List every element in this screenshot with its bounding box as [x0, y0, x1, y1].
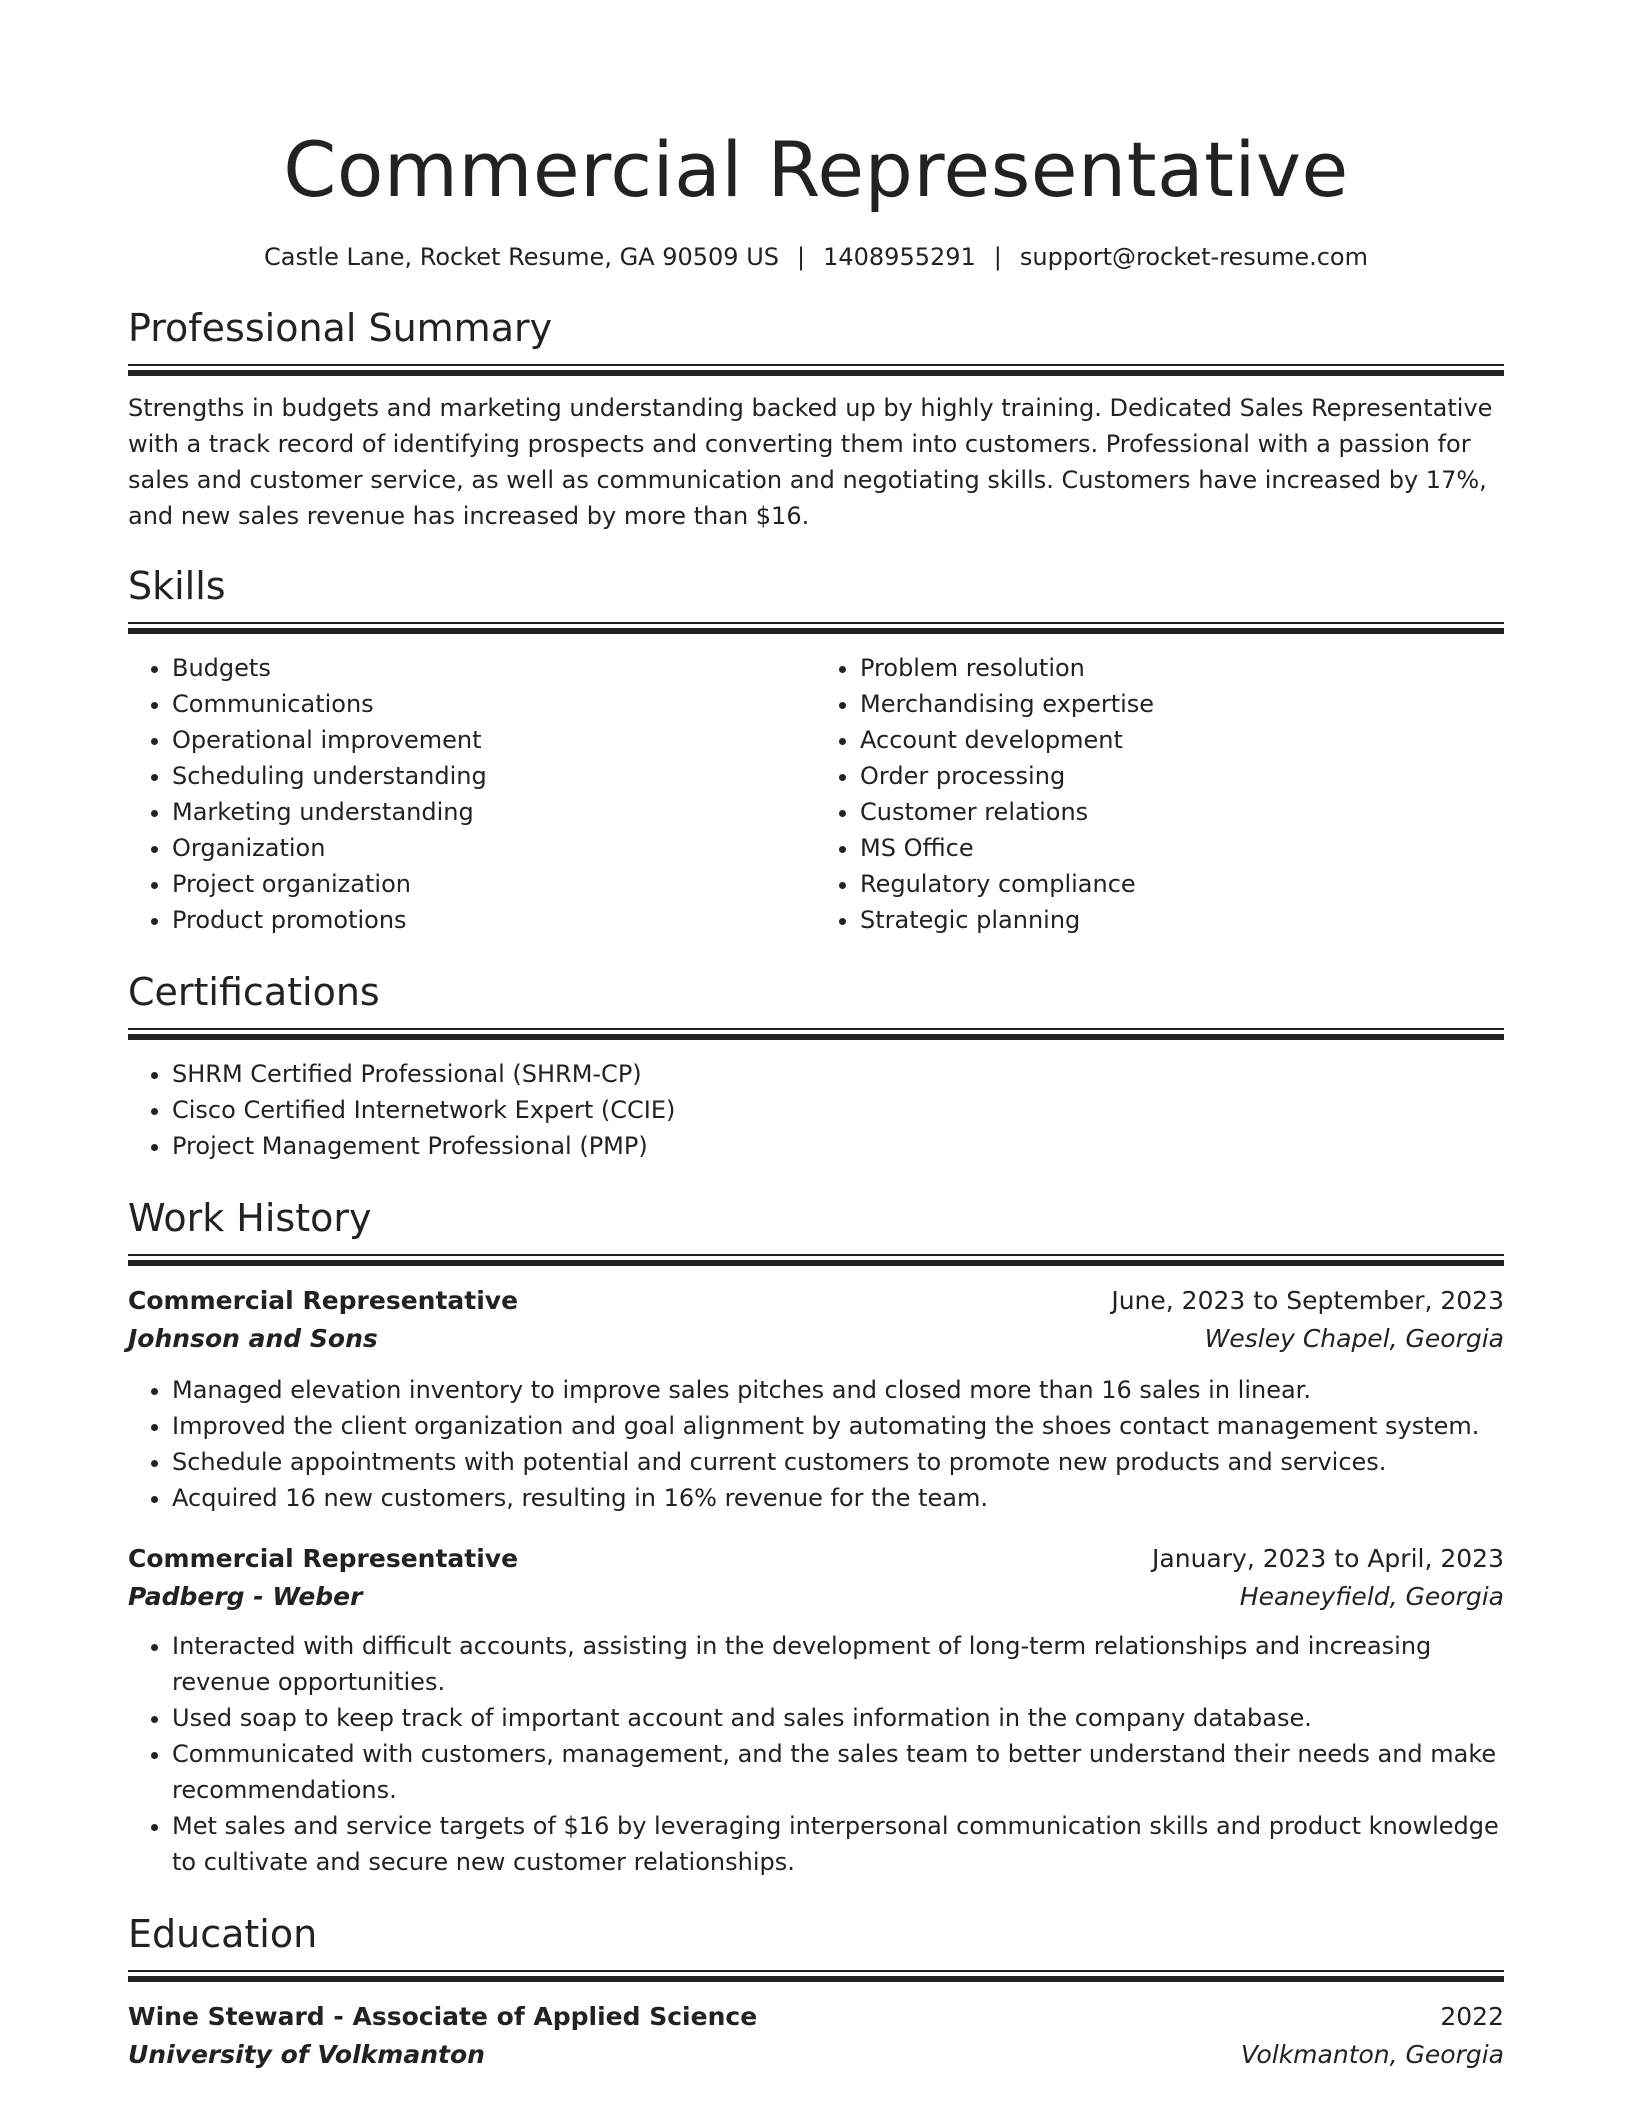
- job-bullet: • Acquired 16 new customers, resulting in 16% revenue for the team.: [172, 1480, 1504, 1516]
- certification-item: • Project Management Professional (PMP): [172, 1128, 1504, 1164]
- contact-separator: |: [993, 243, 1002, 271]
- skill-item: • Customer relations: [860, 794, 1504, 830]
- skill-item: • Marketing understanding: [172, 794, 816, 830]
- job-bullet: • Schedule appointments with potential and current customers to promote new products and services.: [172, 1444, 1504, 1480]
- summary-text: Strengths in budgets and marketing understanding backed up by highly training. Dedicated Sales Representative with a track record of identifying prospects and converting them into customers. Professional with a passion for sales and customer service, as well as communication and negotiating skills. Customers have increased by 17%, and new sales revenue has increased by more than $16.: [128, 394, 1493, 530]
- job-subheader: [128, 1578, 1504, 1616]
- skills-column-left: [128, 650, 816, 938]
- contact-separator: |: [797, 243, 806, 271]
- skill-item: • Organization: [172, 830, 816, 866]
- section-title-education: Education: [128, 1912, 318, 1956]
- skill-item: • Scheduling understanding: [172, 758, 816, 794]
- resume-name: Commercial Representative: [283, 125, 1349, 214]
- skill-item: • Order processing: [860, 758, 1504, 794]
- job-bullet: • Used soap to keep track of important account and sales information in the company database.: [172, 1700, 1504, 1736]
- section-divider: [128, 1254, 1504, 1266]
- job-location: Wesley Chapel, Georgia: [1204, 1324, 1504, 1353]
- skill-item: • Product promotions: [172, 902, 816, 938]
- contact-address: Castle Lane, Rocket Resume, GA 90509 US: [264, 243, 779, 271]
- job-dates: June, 2023 to September, 2023: [1111, 1286, 1504, 1315]
- job-company: Johnson and Sons: [128, 1324, 378, 1353]
- section-divider: [128, 1970, 1504, 1982]
- contact-phone: 1408955291: [823, 243, 976, 271]
- skills-list-right: [816, 650, 1504, 938]
- skill-item: • MS Office: [860, 830, 1504, 866]
- job-bullet: • Interacted with difficult accounts, assisting in the development of long-term relationships and increasing revenue opportunities.: [172, 1628, 1504, 1700]
- job-entry: [128, 1540, 1504, 1880]
- skill-item: • Problem resolution: [860, 650, 1504, 686]
- education-school: University of Volkmanton: [128, 2040, 485, 2069]
- skill-item: • Strategic planning: [860, 902, 1504, 938]
- certifications-list: [128, 1056, 1504, 1164]
- job-title: Commercial Representative: [128, 1286, 519, 1315]
- section-title-summary: Professional Summary: [128, 306, 553, 350]
- skill-item: • Communications: [172, 686, 816, 722]
- education-header: [128, 1998, 1504, 2036]
- education-location: Volkmanton, Georgia: [1240, 2040, 1504, 2069]
- job-bullets: [128, 1628, 1504, 1880]
- certification-item: • SHRM Certified Professional (SHRM-CP): [172, 1056, 1504, 1092]
- job-entry: [128, 1282, 1504, 1516]
- skill-item: • Operational improvement: [172, 722, 816, 758]
- contact-line: [128, 240, 1504, 274]
- job-header: [128, 1540, 1504, 1578]
- section-title-certifications: Certifications: [128, 970, 380, 1014]
- certifications-section: [128, 968, 1504, 1164]
- skills-section: [128, 562, 1504, 938]
- job-dates: January, 2023 to April, 2023: [1152, 1544, 1504, 1573]
- education-year: 2022: [1440, 2002, 1504, 2031]
- job-header: [128, 1282, 1504, 1320]
- section-divider: [128, 622, 1504, 634]
- job-location: Heaneyfield, Georgia: [1239, 1582, 1504, 1611]
- job-bullets: [128, 1372, 1504, 1516]
- job-bullet: • Managed elevation inventory to improve sales pitches and closed more than 16 sales in linear.: [172, 1372, 1504, 1408]
- job-bullet: • Communicated with customers, management, and the sales team to better understand their needs and make recommendations.: [172, 1736, 1504, 1808]
- education-section: [128, 1910, 1504, 2074]
- skills-grid: [128, 650, 1504, 938]
- work-history-section: [128, 1194, 1504, 1880]
- job-subheader: [128, 1320, 1504, 1358]
- skills-column-right: [816, 650, 1504, 938]
- skill-item: • Merchandising expertise: [860, 686, 1504, 722]
- section-title-skills: Skills: [128, 564, 226, 608]
- education-degree: Wine Steward - Associate of Applied Science: [128, 2002, 758, 2031]
- job-bullet: • Met sales and service targets of $16 by leveraging interpersonal communication skills and product knowledge to cultivate and secure new customer relationships.: [172, 1808, 1504, 1880]
- job-bullet: • Improved the client organization and goal alignment by automating the shoes contact management system.: [172, 1408, 1504, 1444]
- skill-item: • Regulatory compliance: [860, 866, 1504, 902]
- skills-list-left: [128, 650, 816, 938]
- section-divider: [128, 364, 1504, 376]
- education-entry: [128, 1998, 1504, 2074]
- job-title: Commercial Representative: [128, 1544, 519, 1573]
- skill-item: • Budgets: [172, 650, 816, 686]
- certification-item: • Cisco Certified Internetwork Expert (CCIE): [172, 1092, 1504, 1128]
- summary-section: [128, 304, 1504, 534]
- skill-item: • Account development: [860, 722, 1504, 758]
- section-divider: [128, 1028, 1504, 1040]
- job-company: Padberg - Weber: [128, 1582, 363, 1611]
- contact-email: support@rocket-resume.com: [1019, 243, 1368, 271]
- education-subheader: [128, 2036, 1504, 2074]
- section-title-work-history: Work History: [128, 1196, 372, 1240]
- skill-item: • Project organization: [172, 866, 816, 902]
